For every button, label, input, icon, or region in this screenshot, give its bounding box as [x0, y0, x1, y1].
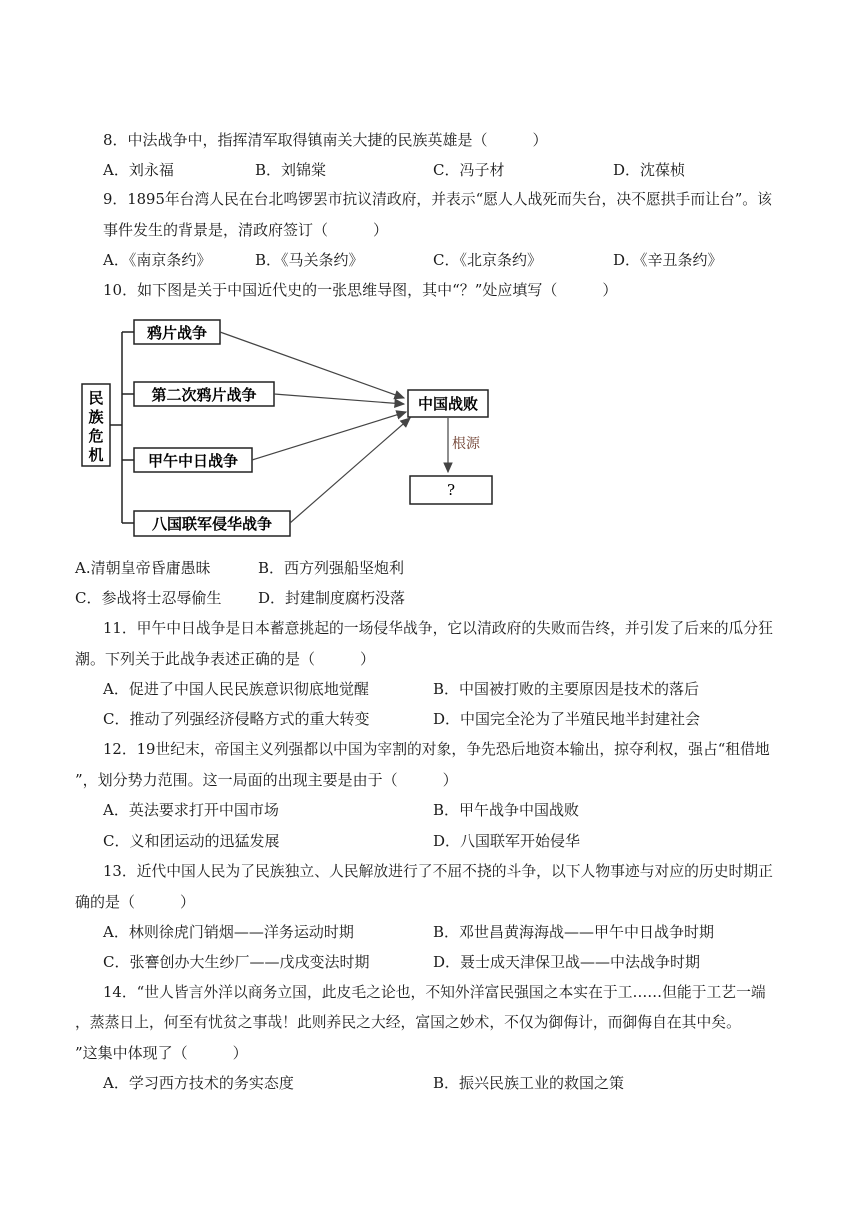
q14-option-b: B．振兴民族工业的救国之策 [433, 1074, 625, 1092]
q13-option-c: C．张謇创办大生纱厂——戊戌变法时期 [103, 953, 370, 971]
root-char-2: 族 [88, 408, 104, 426]
root-char-1: 民 [88, 389, 104, 407]
q12-stem-line2: ”，划分势力范围。这一局面的出现主要是由于（ ） [75, 771, 458, 789]
q14-stem-line3: ”这集中体现了（ ） [75, 1044, 248, 1062]
q12-stem-line1: 12．19世纪末，帝国主义列强都以中国为宰割的对象，争先恐后地资本输出，掠夺利权，强占“租借地 [103, 741, 770, 758]
root-char-3: 危 [88, 427, 104, 445]
q14-option-a: A．学习西方技术的务实态度 [103, 1074, 294, 1092]
q13-stem-line1: 13．近代中国人民为了民族独立、人民解放进行了不屈不挠的斗争，以下人物事迹与对应的历史时期正 [103, 863, 773, 880]
q9-option-c: C．《北京条约》 [433, 251, 542, 269]
q14-stem-line2: ，蒸蒸日上，何至有忧贫之事哉！此则养民之大经，富国之妙术，不仅为御侮计，而御侮自在其中矣。 [75, 1014, 741, 1031]
q9-stem-line1: 9．1895年台湾人民在台北鸣锣罢市抗议清政府，并表示“愿人人战死而失台，决不愿拱手而让台”。该 [103, 191, 772, 208]
root-cause-label: 根源 [452, 436, 480, 452]
q11-option-c: C．推动了列强经济侵略方式的重大转变 [103, 710, 370, 728]
q8-option-b: B．刘锦棠 [255, 161, 327, 179]
result-label: 中国战败 [417, 395, 479, 413]
q10-stem: 10．如下图是关于中国近代史的一张思维导图，其中“？”处应填写（ ） [103, 281, 618, 299]
q12-option-d: D．八国联军开始侵华 [433, 832, 581, 850]
q8-option-a: A．刘永福 [103, 161, 174, 179]
arrow-war-4 [290, 418, 410, 523]
q8-option-c: C．冯子材 [433, 161, 505, 179]
arrow-war-2 [274, 394, 404, 404]
war-label-4: 八国联军侵华战争 [151, 515, 273, 533]
q11-stem-line2: 潮。下列关于此战争表述正确的是（ ） [75, 650, 376, 668]
q10-option-a: A.清朝皇帝昏庸愚昧 [75, 559, 211, 577]
war-label-2: 第二次鸦片战争 [151, 386, 257, 404]
root-char-4: 机 [88, 446, 104, 464]
q10-option-b: B．西方列强船坚炮利 [258, 559, 405, 577]
arrow-war-3 [252, 412, 406, 460]
q9-option-b: B．《马关条约》 [255, 251, 364, 269]
q13-stem-line2: 确的是（ ） [75, 893, 196, 911]
war-label-1: 鸦片战争 [146, 324, 208, 342]
q10-option-c: C．参战将士忍辱偷生 [75, 589, 222, 607]
q14-stem-line1: 14．“世人皆言外洋以商务立国，此皮毛之论也，不知外洋富民强国之本实在于工……但能于工艺一端 [103, 984, 766, 1001]
mind-map-diagram [70, 308, 510, 548]
q12-option-a: A．英法要求打开中国市场 [103, 801, 279, 819]
unknown-label: ? [446, 481, 456, 499]
q8-option-d: D．沈葆桢 [613, 161, 686, 179]
q13-option-d: D．聂士成天津保卫战——中法战争时期 [433, 953, 701, 971]
q8-stem: 8．中法战争中，指挥清军取得镇南关大捷的民族英雄是（ ） [103, 131, 548, 149]
q9-option-a: A．《南京条约》 [103, 251, 212, 269]
q11-stem-line1: 11．甲午中日战争是日本蓄意挑起的一场侵华战争，它以清政府的失败而告终，并引发了后来的瓜分狂 [103, 620, 773, 637]
q12-option-c: C．义和团运动的迅猛发展 [103, 832, 280, 850]
war-label-3: 甲午中日战争 [147, 452, 239, 470]
q11-option-b: B．中国被打败的主要原因是技术的落后 [433, 680, 700, 698]
q13-option-a: A．林则徐虎门销烟——洋务运动时期 [103, 923, 354, 941]
q10-option-d: D．封建制度腐朽没落 [258, 589, 406, 607]
q9-stem-line2: 事件发生的背景是，清政府签订（ ） [103, 221, 389, 239]
q9-option-d: D．《辛丑条约》 [613, 251, 723, 269]
q11-option-d: D．中国完全沦为了半殖民地半封建社会 [433, 710, 701, 728]
q11-option-a: A．促进了中国人民民族意识彻底地觉醒 [103, 680, 369, 698]
q13-option-b: B．邓世昌黄海海战——甲午中日战争时期 [433, 923, 715, 941]
q12-option-b: B．甲午战争中国战败 [433, 801, 580, 819]
